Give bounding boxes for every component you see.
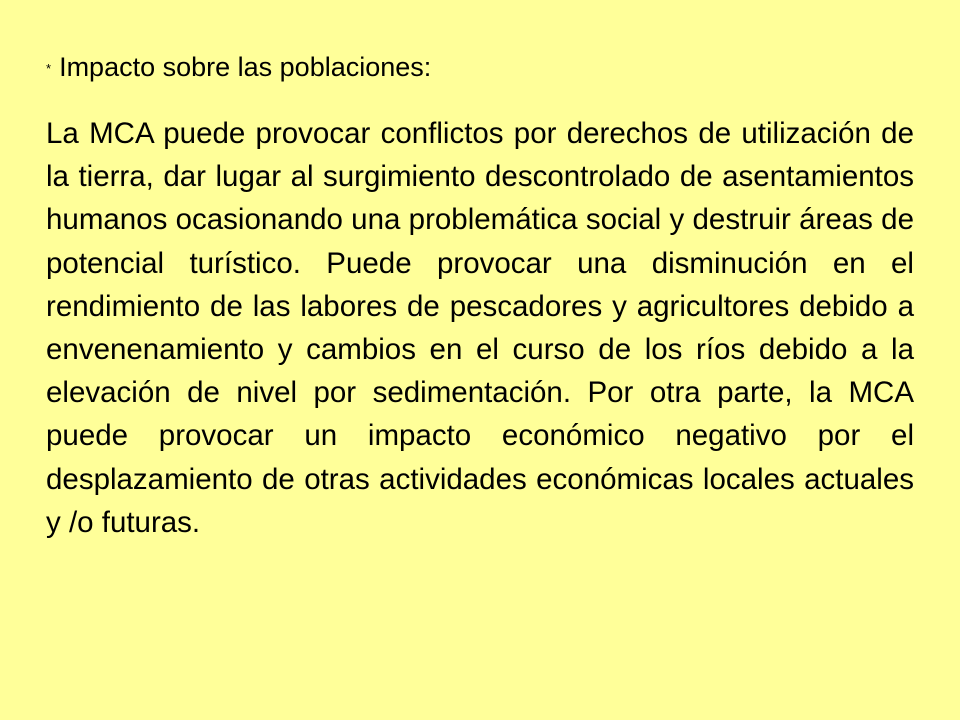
- heading-text: Impacto sobre las poblaciones:: [59, 52, 432, 82]
- body-paragraph: La MCA puede provocar conflictos por derechos de utilización de la tierra, dar lugar al surgimiento descontrolado de asentamientos humanos ocasionando una problemática social y destruir áreas de potencial turístico. Puede provocar una disminución en el rendimiento de las labores de pescadores y agricultores debido a envenenamiento y cambios en el curso de los ríos debido a la elevación de nivel por sedimentación. Por otra parte, la MCA puede provocar un impacto económico negativo por el desplazamiento de otras actividades económicas locales actuales y /o futuras.: [46, 117, 914, 539]
- section-heading: [46, 51, 431, 85]
- bullet-asterisk: *: [46, 61, 52, 76]
